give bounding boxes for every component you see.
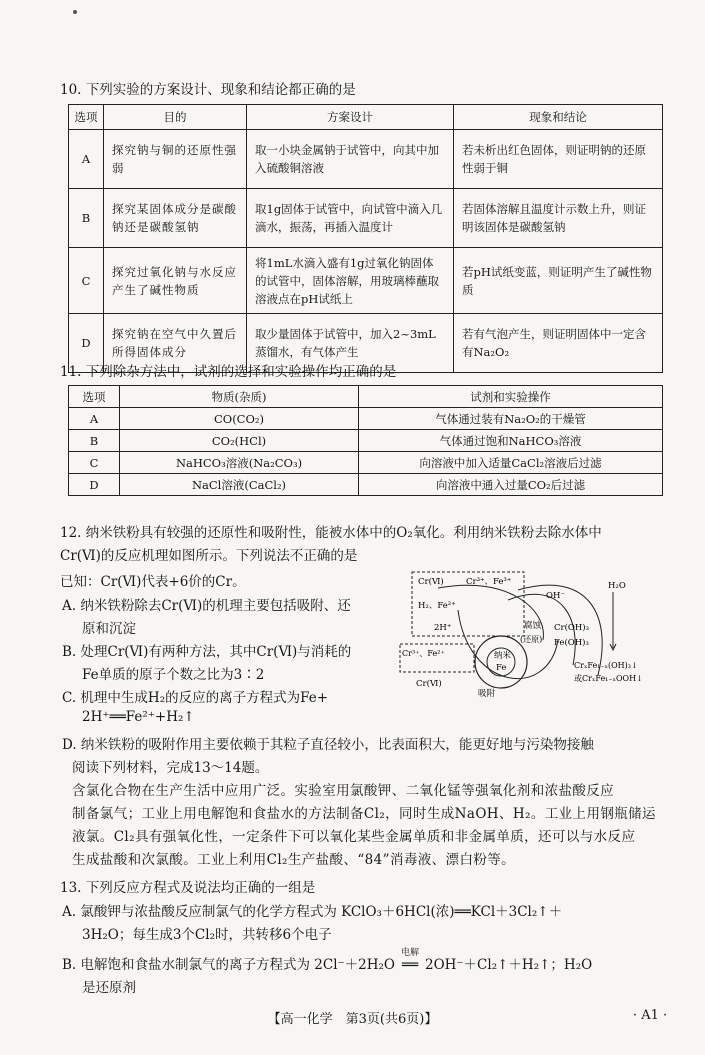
table-header-row — [69, 386, 663, 408]
page-footer: 【高一化学 第3页(共6页)】 — [267, 1012, 438, 1027]
diagram-label: Cr(Ⅵ) — [418, 577, 444, 587]
conclusion-cell: 若未析出红色固体，则证明钠的还原性弱于铜 — [454, 130, 663, 189]
option-cell: D — [69, 314, 104, 373]
q13-option-b — [62, 948, 593, 973]
diagram-label: Cr³⁺、Fe²⁺ — [402, 649, 445, 658]
q12-stem-line1: 12. 纳米铁粉具有较强的还原性和吸附性，能被水体中的O₂氧化。利用纳米铁粉去除水体中 — [60, 525, 602, 541]
q11-table — [68, 385, 663, 496]
option-cell: C — [69, 452, 120, 474]
electrolysis-condition — [395, 948, 425, 973]
purpose-cell: 探究钠在空气中久置后所得固体成分 — [104, 314, 247, 373]
diagram-label: Cr(OH)₃ — [554, 623, 589, 633]
q10-title: 10. 下列实验的方案设计、现象和结论都正确的是 — [60, 82, 356, 98]
header-cell: 选项 — [69, 105, 104, 130]
passage-line: 制备氯气；工业上用电解饱和食盐水的方法制备Cl₂，同时生成NaOH、H₂。工业上用钢瓶储运 — [72, 806, 656, 822]
q13-option-b-cont: 是还原剂 — [82, 980, 136, 996]
q12-option-d: D. 纳米铁粉的吸附作用主要依赖于其粒子直径较小，比表面积大，能更好地与污染物接触 — [62, 737, 594, 753]
paper-code: · A1 · — [633, 1008, 668, 1023]
diagram-label: H₂、Fe²⁺ — [418, 601, 456, 611]
diagram-label: (还原) — [520, 635, 543, 644]
diagram-label: Fe(OH)₃ — [554, 638, 589, 648]
purpose-cell: 探究某固体成分是碳酸钠还是碳酸氢钠 — [104, 189, 247, 248]
conclusion-cell: 若pH试纸变蓝，则证明产生了碱性物质 — [454, 248, 663, 314]
conclusion-cell: 若有气泡产生，则证明固体中一定含有Na₂O₂ — [454, 314, 663, 373]
diagram-label: 腐蚀 — [524, 621, 542, 631]
table-row — [69, 189, 663, 248]
q11-title: 11. 下列除杂方法中，试剂的选择和实验操作均正确的是 — [60, 364, 397, 380]
mechanism-diagram — [398, 570, 678, 720]
header-cell: 试剂和实验操作 — [359, 386, 663, 408]
substance-cell: CO₂(HCl) — [120, 430, 359, 452]
diagram-label: H₂O — [608, 581, 626, 591]
diagram-label: 2H⁺ — [434, 623, 452, 633]
header-cell: 物质(杂质) — [120, 386, 359, 408]
substance-cell: CO(CO₂) — [120, 408, 359, 430]
q12-option-b-cont: Fe单质的原子个数之比为3∶2 — [82, 667, 265, 683]
operation-cell: 向溶液中通入过量CO₂后过滤 — [359, 474, 663, 496]
option-cell: A — [69, 130, 104, 189]
purpose-cell: 探究过氧化钠与水反应产生了碱性物质 — [104, 248, 247, 314]
q12-stem-line2: Cr(Ⅵ)的反应机理如图所示。下列说法不正确的是 — [60, 548, 358, 564]
purpose-cell: 探究钠与铜的还原性强弱 — [104, 130, 247, 189]
condition-label: 电解 — [400, 948, 419, 958]
reading-passage — [72, 780, 672, 872]
conclusion-cell: 若固体溶解且温度计示数上升，则证明该固体是碳酸氢钠 — [454, 189, 663, 248]
q12-known: 已知：Cr(Ⅵ)代表+6价的Cr。 — [60, 574, 246, 590]
passage-line: 液氯。Cl₂具有强氧化性，一定条件下可以氧化某些金属单质和非金属单质，还可以与水反应 — [72, 829, 636, 845]
design-cell: 取一小块金属钠于试管中，向其中加入硫酸铜溶液 — [247, 130, 454, 189]
reduction-arc — [438, 585, 543, 640]
table-row — [69, 474, 663, 496]
table-row — [69, 248, 663, 314]
q13-option-b-part1: B. 电解饱和食盐水制氯气的离子方程式为 2Cl⁻＋2H₂O — [62, 957, 395, 973]
diagram-label: 或CrₓFe₁₋ₓOOH↓ — [574, 674, 643, 683]
diagram-label: 吸附 — [478, 689, 496, 699]
operation-cell: 气体通过饱和NaHCO₃溶液 — [359, 430, 663, 452]
diagram-label: Cr(Ⅵ) — [416, 679, 442, 689]
option-cell: B — [69, 430, 120, 452]
option-cell: D — [69, 474, 120, 496]
equals-sign: ══ — [401, 957, 419, 973]
table-row — [69, 430, 663, 452]
design-cell: 取1g固体于试管中，向试管中滴入几滴水，振荡，再插入温度计 — [247, 189, 454, 248]
header-cell: 现象和结论 — [454, 105, 663, 130]
table-row — [69, 452, 663, 474]
diagram-label: 纳米 — [494, 651, 512, 661]
diagram-label: CrₓFe₁₋ₓ(OH)₃↓ — [574, 661, 638, 670]
diagram-label: Fe — [496, 663, 507, 673]
q12-option-b: B. 处理Cr(Ⅵ)有两种方法，其中Cr(Ⅵ)与消耗的 — [62, 644, 352, 660]
table-row — [69, 130, 663, 189]
passage-line: 含氯化合物在生产生活中应用广泛。实验室用氯酸钾、二氧化锰等强氧化剂和浓盐酸反应 — [72, 783, 615, 799]
q13-title: 13. 下列反应方程式及说法均正确的一组是 — [60, 880, 316, 896]
reading-intro: 阅读下列材料，完成13～14题。 — [72, 760, 269, 776]
q12-option-a-cont: 原和沉淀 — [82, 621, 136, 637]
header-cell: 目的 — [104, 105, 247, 130]
q13-option-a-cont: 3H₂O；每生成3个Cl₂时，共转移6个电子 — [82, 927, 332, 943]
q13-option-a: A. 氯酸钾与浓盐酸反应制氯气的化学方程式为 KClO₃＋6HCl(浓)══KCl＋3Cl₂↑＋ — [62, 904, 563, 920]
option-cell: B — [69, 189, 104, 248]
q13-option-b-part2: 2OH⁻＋Cl₂↑＋H₂↑；H₂O — [425, 957, 593, 973]
operation-cell: 气体通过装有Na₂O₂的干燥管 — [359, 408, 663, 430]
table-row — [69, 408, 663, 430]
q10-table — [68, 104, 663, 373]
header-cell: 方案设计 — [247, 105, 454, 130]
diagram-label: OH⁻ — [546, 591, 565, 601]
option-cell: A — [69, 408, 120, 430]
q12-option-c-cont: 2H⁺══Fe²⁺+H₂↑ — [82, 709, 195, 725]
substance-cell: NaHCO₃溶液(Na₂CO₃) — [120, 452, 359, 474]
operation-cell: 向溶液中加入适量CaCl₂溶液后过滤 — [359, 452, 663, 474]
passage-line: 生成盐酸和次氯酸。工业上利用Cl₂生产盐酸、“84”消毒液、漂白粉等。 — [72, 852, 516, 868]
option-cell: C — [69, 248, 104, 314]
table-header-row — [69, 105, 663, 130]
design-cell: 将1mL水滴入盛有1g过氧化钠固体的试管中，固体溶解，用玻璃棒蘸取溶液点在pH试纸上 — [247, 248, 454, 314]
q12-option-c: C. 机理中生成H₂的反应的离子方程式为Fe+ — [62, 690, 329, 706]
header-cell: 选项 — [69, 386, 120, 408]
design-cell: 取少量固体于试管中，加入2~3mL蒸馏水，有气体产生 — [247, 314, 454, 373]
scan-dot — [73, 10, 77, 14]
substance-cell: NaCl溶液(CaCl₂) — [120, 474, 359, 496]
q12-option-a: A. 纳米铁粉除去Cr(Ⅵ)的机理主要包括吸附、还 — [62, 598, 351, 614]
diagram-label: Cr³⁺、Fe³⁺ — [466, 577, 512, 587]
